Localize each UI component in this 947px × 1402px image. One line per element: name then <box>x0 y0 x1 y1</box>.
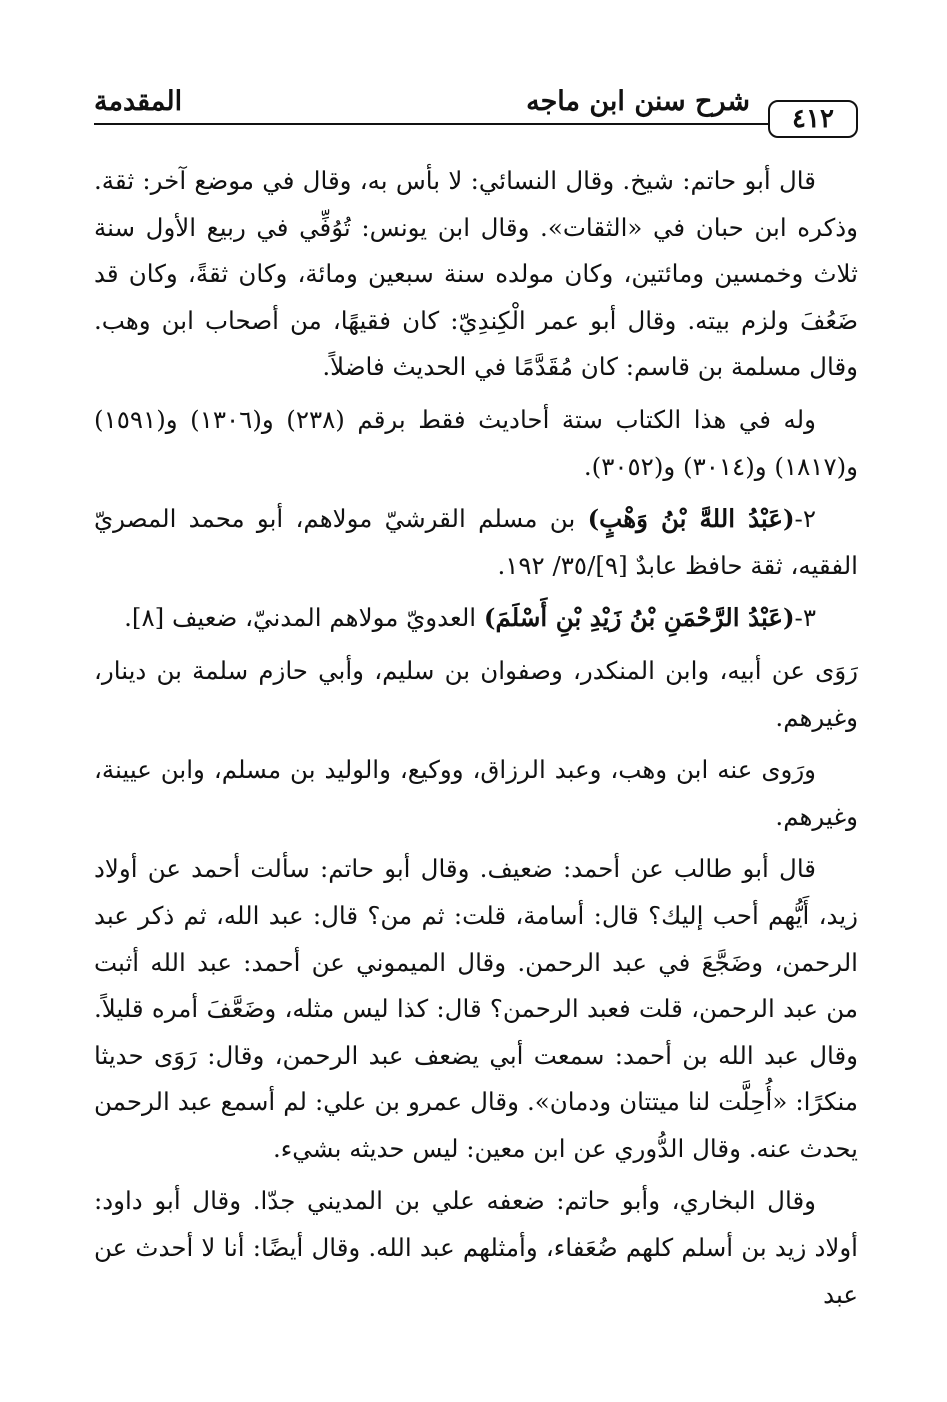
narrator-entry <box>94 595 858 642</box>
page-header <box>94 76 858 138</box>
paragraph: رَوَى عن أبيه، وابن المنكدر، وصفوان بن سليم، وأبي حازم سلمة بن دينار، وغيرهم. <box>94 655 858 732</box>
paragraph: وقال البخاري، وأبو حاتم: ضعفه علي بن المديني جدّا. وقال أبو داود: أولاد زيد بن أسلم كلهم ضُعَفاء، وأمثلهم عبد الله. وقال أيضًا: أنا لا أحدث عن عبد <box>94 1186 858 1309</box>
narrator-name: (عَبْدُ الرَّحْمَنِ بْنُ زَيْدِ بْنِ أَسْلَمَ) <box>483 603 795 633</box>
header-rule <box>94 123 770 125</box>
page-number: ٤١٢ <box>768 100 858 138</box>
chapter-title: المقدمة <box>94 86 183 117</box>
book-title: شرح سنن ابن ماجه <box>526 86 750 117</box>
entry-number: ٣- <box>794 603 816 633</box>
narrator-name: (عَبْدُ اللهَّ بْنُ وَهْبٍ) <box>587 504 795 534</box>
narrator-entry <box>94 496 858 589</box>
narrator-description: العدويّ مولاهم المدنيّ، ضعيف [٨]. <box>124 603 484 633</box>
entry-number: ٢- <box>794 504 816 534</box>
narrator-description: بن مسلم القرشيّ مولاهم، أبو محمد المصريّ الفقيه، ثقة حافظ عابدٌ [٩]/٣٥/ ١٩٢. <box>94 504 858 580</box>
paragraph: ورَوى عنه ابن وهب، وعبد الرزاق، ووكيع، والوليد بن مسلم، وابن عيينة، وغيرهم. <box>94 755 858 831</box>
paragraph: قال أبو حاتم: شيخ. وقال النسائي: لا بأس به، وقال في موضع آخر: ثقة. وذكره ابن حبان في «الثقات». وقال ابن يونس: تُوُفِّي في ربيع الأول سنة ثلاث وخمسين ومائتين، وكان مولده سنة سبعين ومائة، وكان ثقةً، وكان قد ضَعُفَ ولزم بيته. وقال أبو عمر الْكِندِيّ: كان فقيهًا، من أصحاب ابن وهب. وقال مسلمة بن قاسم: كان مُقَدَّمًا في الحديث فاضلاً. <box>94 166 858 382</box>
paragraph: قال أبو طالب عن أحمد: ضعيف. وقال أبو حاتم: سألت أحمد عن أولاد زيد، أَيُّهم أحب إليك؟ قال: أسامة، قلت: ثم من؟ قال: عبد الله، ثم ذكر عبد الرحمن، وضَجَّعَ في عبد الرحمن. وقال الميموني عن أحمد: عبد الله أثبت من عبد الرحمن، قلت فعبد الرحمن؟ قال: كذا ليس مثله، وضَعَّفَ أمره قليلاً. وقال عبد الله بن أحمد: سمعت أبي يضعف عبد الرحمن، وقال: رَوَى حديثا منكرًا: «أُحِلَّت لنا ميتتان ودمان». وقال عمرو بن علي: لم أسمع عبد الرحمن يحدث عنه. وقال الدُّوري عن ابن معين: ليس حديثه بشيء. <box>94 854 858 1163</box>
body-text <box>94 158 858 1324</box>
paragraph: وله في هذا الكتاب ستة أحاديث فقط برقم (٢٣٨) و(١٣٠٦) و(١٥٩١) و(١٨١٧) و(٣٠١٤) و(٣٠٥٢). <box>94 404 858 481</box>
